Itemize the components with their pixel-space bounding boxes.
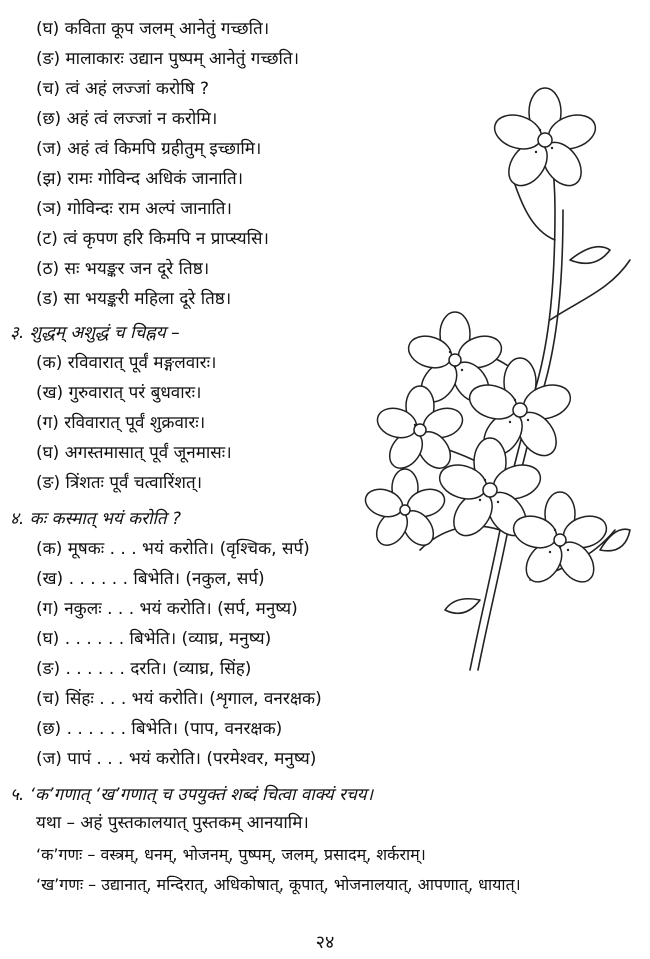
ka-group-words: ‘क’गणः – वस्त्रम्, धनम्, भोजनम्, पुष्पम्, जलम्, प्रसादम्, शर्कराम्। — [36, 845, 426, 864]
exercise-item: (ठ) सः भयङ्कर जन दूरे तिष्ठ। — [36, 259, 210, 279]
exercise-item: (च) सिंहः . . . भयं करोति। (शृगाल, वनरक्षक) — [36, 689, 322, 709]
section-3-title: ३. शुद्धम् अशुद्धं च चिह्नय – — [10, 323, 180, 343]
exercise-item: (छ) . . . . . . बिभेति। (पाप, वनरक्षक) — [36, 719, 283, 739]
exercise-item: (ग) रविवारात् पूर्वं शुक्रवारः। — [36, 413, 206, 433]
exercise-item: (ख) गुरुवारात् परं बुधवारः। — [36, 383, 202, 403]
exercise-item: (क) रविवारात् पूर्वं मङ्गलवारः। — [36, 353, 217, 373]
exercise-item: (च) त्वं अहं लज्जां करोषि ? — [36, 79, 209, 99]
exercise-item: (क) मूषकः . . . भयं करोति। (वृश्चिक, सर्प) — [36, 539, 310, 559]
exercise-item: (ज) पापं . . . भयं करोति। (परमेश्वर, मनुष्य) — [36, 749, 317, 769]
exercise-item: (ङ) मालाकारः उद्यान पुष्पम् आनेतुं गच्छति। — [36, 49, 300, 69]
exercise-item: (ग) नकुलः . . . भयं करोति। (सर्प, मनुष्य) — [36, 599, 298, 619]
exercise-item: (ट) त्वं कृपण हरि किमपि न प्राप्स्यसि। — [36, 229, 269, 249]
exercise-item: (घ) कविता कूप जलम् आनेतुं गच्छति। — [36, 19, 270, 39]
exercise-item: (छ) अहं त्वं लज्जां न करोमि। — [36, 109, 218, 129]
exercise-item: (ड) सा भयङ्करी महिला दूरे तिष्ठ। — [36, 289, 232, 309]
section-4-title: ४. कः कस्मात् भयं करोति ? — [10, 509, 182, 529]
exercise-item: (ङ) त्रिंशतः पूर्वं चत्वारिंशत्। — [36, 473, 203, 493]
exercise-item: (ञ) गोविन्दः राम अल्पं जानाति। — [36, 199, 232, 219]
exercise-item: (ज) अहं त्वं किमपि ग्रहीतुम् इच्छामि। — [36, 139, 262, 159]
exercise-item: (झ) रामः गोविन्द अधिकं जानाति। — [36, 169, 244, 189]
page-number: २४ — [315, 932, 335, 953]
kha-group-words: ‘ख’गणः – उद्यानात्, मन्दिरात्, अधिकोषात्, कूपात्, भोजनालयात्, आपणात्, धायात्। — [36, 875, 521, 894]
exercise-item: (ङ) . . . . . . दरति। (व्याघ्र, सिंह) — [36, 659, 252, 679]
exercise-item: (घ) अगस्तमासात् पूर्वं जूनमासः। — [36, 443, 232, 463]
example-sentence: यथा – अहं पुस्तकालयात् पुस्तकम् आनयामि। — [36, 813, 309, 833]
section-5-title: ५. ‘क’गणात् ‘ख’गणात् च उपयुक्तं शब्दं चित्वा वाक्यं रचय। — [10, 785, 374, 805]
flowering-branch-illustration — [360, 60, 650, 680]
exercise-item: (घ) . . . . . . बिभेति। (व्याघ्र, मनुष्य) — [36, 629, 272, 649]
exercise-item: (ख) . . . . . . बिभेति। (नकुल, सर्प) — [36, 569, 265, 589]
